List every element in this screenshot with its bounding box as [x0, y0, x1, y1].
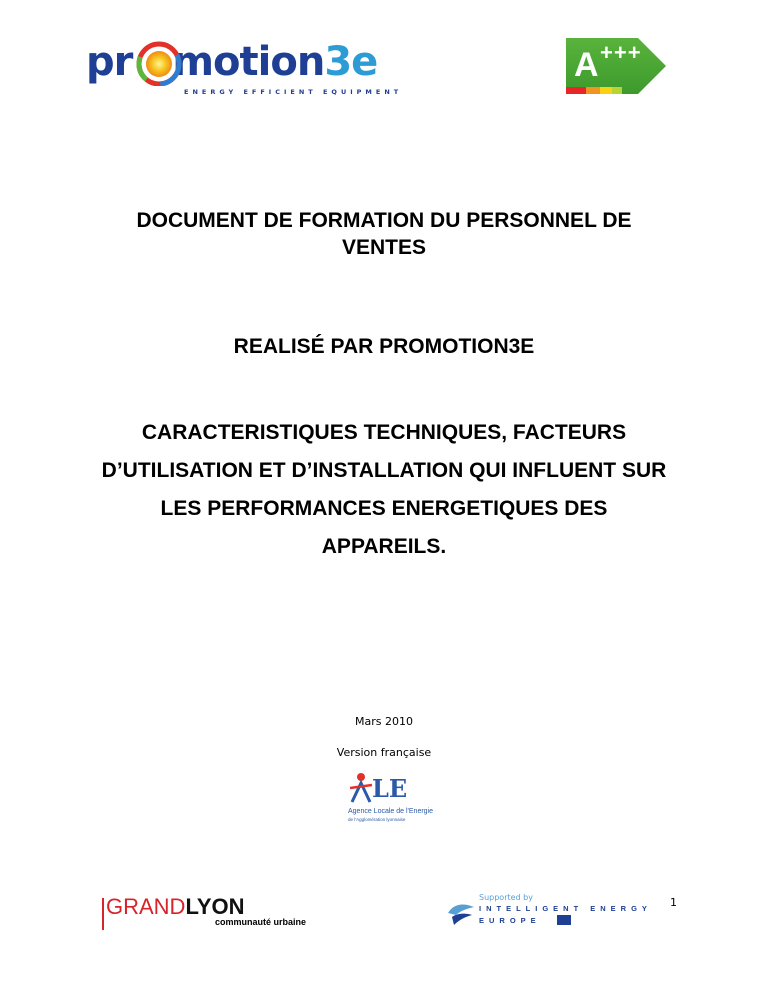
- logo-text-motion: motion: [172, 39, 325, 85]
- ale-line-1: Agence Locale de l'Energie: [348, 808, 434, 815]
- sun-ring-icon: [136, 40, 182, 86]
- ale-figure-icon: [350, 772, 372, 804]
- iee-line-1: INTELLIGENT ENERGY: [479, 904, 652, 913]
- iee-bird-icon: [446, 901, 476, 927]
- promotion-tagline: ENERGY EFFICIENT EQUIPMENT: [184, 88, 403, 96]
- energy-label-letter: A: [574, 46, 599, 84]
- logo-text-pr: pr: [86, 39, 133, 85]
- document-author: REALISÉ PAR PROMOTION3E: [233, 335, 535, 358]
- grandlyon-subtitle: communauté urbaine: [215, 917, 307, 927]
- document-subject: CARACTERISTIQUES TECHNIQUES, FACTEURS D’UTILISATION ET D’INSTALLATION QUI INFLUENT SUR LES PERFORMANCES ENERGETIQUES DES APPAREILS.: [101, 421, 667, 558]
- grandlyon-lyon: LYON: [185, 894, 245, 919]
- grandlyon-grand: GRAND: [106, 894, 186, 919]
- document-date: Mars 2010: [355, 715, 413, 728]
- iee-line-2: EUROPE: [479, 916, 541, 925]
- iee-logo: [446, 893, 652, 933]
- grandlyon-logo: [102, 895, 312, 935]
- logo-text-3e: 3e: [324, 39, 378, 85]
- ale-line-2: de l'Agglomération lyonnaise: [348, 817, 406, 822]
- ale-acronym: LE: [372, 774, 408, 803]
- page-number: 1: [670, 896, 677, 909]
- promotion3e-logo: [86, 38, 403, 102]
- iee-supported-by: Supported by: [479, 893, 533, 902]
- energy-label-plus: +++: [600, 40, 642, 65]
- document-title: DOCUMENT DE FORMATION DU PERSONNEL DE VENTES: [136, 209, 632, 259]
- eu-flag-icon: [557, 915, 571, 925]
- ale-logo: [338, 770, 438, 830]
- energy-label-logo: [566, 38, 666, 94]
- document-version: Version française: [336, 746, 432, 759]
